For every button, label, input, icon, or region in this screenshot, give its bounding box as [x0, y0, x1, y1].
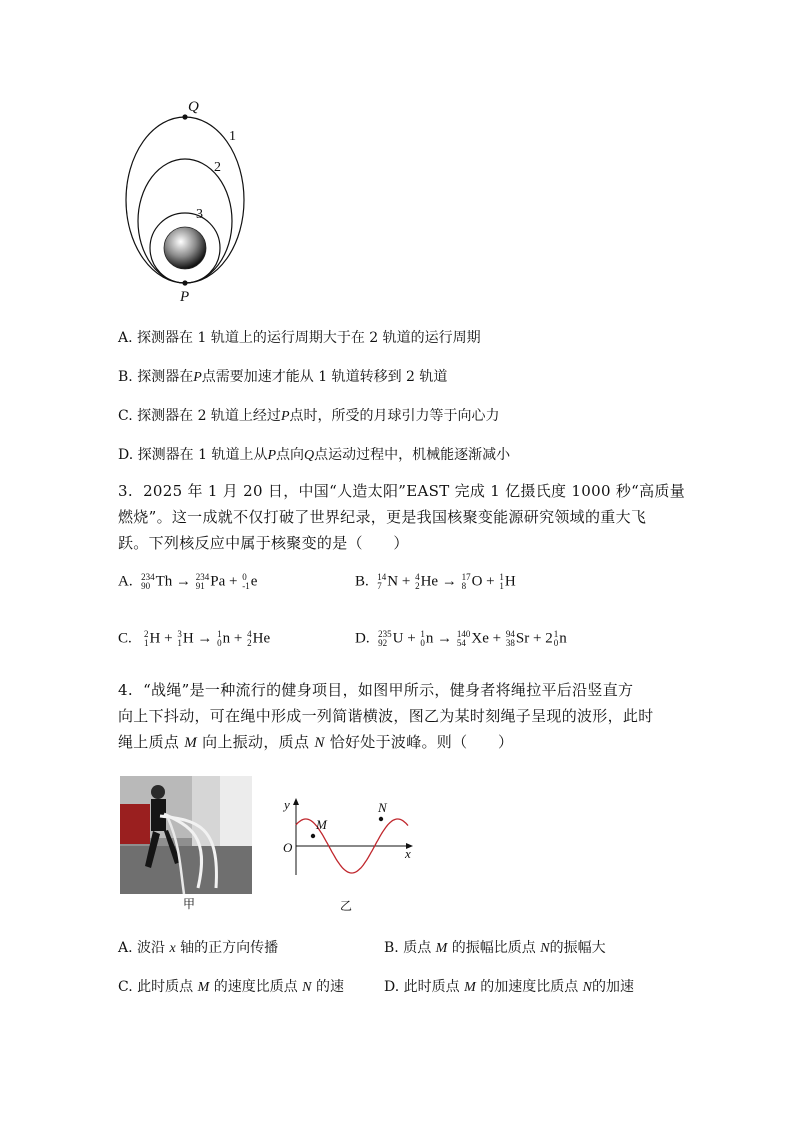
q2-option-c [118, 405, 500, 425]
q3-option-c [118, 630, 270, 648]
y-axis-arrow [293, 798, 299, 805]
nuclide-h: 1 1 [499, 572, 504, 591]
option-prefix: A. [118, 940, 133, 956]
option-text: 点需要加速才能从 1 轨道转移到 2 轨道 [201, 369, 448, 385]
option-text: 探测器在 1 轨道上从 [137, 447, 268, 463]
element-symbol: H [504, 573, 516, 590]
element-symbol: N [387, 573, 399, 590]
point-m-label: M [316, 817, 327, 832]
label-orbit-2: 2 [214, 160, 221, 175]
nuclide-h2: 2 1 [144, 629, 149, 648]
q4-option-a: A. 波沿 x 轴的正方向传播 [118, 940, 279, 956]
q4-line [118, 677, 718, 703]
photo-caption: 甲 [183, 897, 196, 911]
nuclide-th: 234 90 [141, 572, 155, 591]
element-symbol: He [252, 630, 271, 647]
var-p: P [280, 409, 290, 424]
q4-line: 向上下抖动，可在绳中形成一列简谐横波，图乙为某时刻绳子呈现的波形，此时 [118, 707, 654, 725]
option-prefix: B. [384, 940, 399, 956]
option-prefix: C. [118, 630, 132, 647]
orbit-figure [110, 90, 260, 305]
option-text: 探测器在 1 轨道上的运行周期大于在 2 轨道的运行周期 [137, 330, 481, 346]
option-text: 点运动过程中，机械能逐渐减小 [314, 447, 511, 463]
nuclide-he: 4 2 [415, 572, 420, 591]
battle-rope-photo [120, 776, 252, 894]
label-orbit-3: 3 [196, 207, 203, 222]
element-symbol: Pa [210, 573, 226, 590]
q3-option-d [355, 630, 567, 648]
q3-line: 跃。下列核反应中属于核聚变的是（ ） [118, 534, 409, 552]
option-text: 点向 [276, 447, 305, 463]
nuclide-he: 4 2 [247, 629, 252, 648]
nuclide-n: 14 7 [377, 572, 387, 591]
q3-option-b [355, 573, 516, 591]
plus: + [401, 573, 411, 590]
axis-y-label: y [284, 797, 290, 812]
element-symbol: n [425, 630, 434, 647]
var-n: N [582, 980, 593, 995]
label-p: P [180, 289, 190, 305]
element-symbol: H [182, 630, 194, 647]
element-symbol: He [420, 573, 439, 590]
q3-line: 燃烧”。这一成就不仅打破了世界纪录，更是我国核聚变能源研究领域的重大飞 [118, 508, 647, 526]
element-symbol: Sr [515, 630, 530, 647]
nuclide-h3: 3 1 [177, 629, 182, 648]
var-p: P [267, 448, 277, 463]
q3-stem [118, 478, 718, 556]
option-prefix: A. [118, 573, 133, 590]
option-text: 探测器在 2 轨道上经过 [137, 408, 281, 424]
nuclide-n: 1 0 [217, 629, 222, 648]
element-symbol: H [149, 630, 161, 647]
var-m: M [197, 980, 210, 995]
var-n: N [302, 980, 312, 995]
var-x: x [169, 941, 176, 956]
q4-line: 绳上质点 M 向上振动，质点 N 恰好处于波峰。则（ ） [118, 733, 514, 751]
plus: + [486, 573, 495, 590]
option-prefix: C. [118, 979, 133, 995]
wave-caption: 乙 [340, 899, 353, 913]
point-p-dot [182, 280, 187, 285]
var-p: P [193, 370, 202, 385]
arrow: → [441, 573, 457, 590]
nuclide-pa: 234 91 [195, 572, 210, 591]
option-prefix: D. [118, 447, 134, 463]
plus: + [229, 573, 238, 590]
var-m: M [435, 941, 448, 956]
plus: + [407, 630, 416, 647]
element-symbol: n [222, 630, 231, 647]
nuclide-e: 0 -1 [242, 572, 250, 591]
element-symbol: e [250, 573, 258, 590]
arrow: → [197, 630, 213, 647]
option-prefix: D. [384, 979, 400, 995]
element-symbol: U [392, 630, 404, 647]
element-symbol: O [471, 573, 483, 590]
nuclide-u: 235 92 [378, 629, 392, 648]
label-q: Q [188, 99, 199, 115]
question-number: 3. [118, 482, 133, 500]
arrow: → [176, 573, 192, 590]
nuclide-xe: 140 54 [456, 629, 471, 648]
q2-option-d [118, 444, 510, 464]
option-prefix: B. [355, 573, 369, 590]
plus: + [164, 630, 173, 647]
point-m-dot [311, 834, 315, 838]
q4-option-d: D. 此时质点 M 的加速度比质点 N的加速 [384, 979, 635, 995]
arrow: → [437, 630, 453, 647]
q3-line [118, 478, 718, 504]
nuclide-sr: 94 38 [505, 629, 515, 648]
q4-stem [118, 677, 718, 756]
option-prefix: B. [118, 369, 133, 385]
point-n-dot [379, 817, 383, 821]
plus: + [492, 630, 502, 647]
var-n: N [314, 735, 325, 751]
point-q-dot [182, 114, 187, 119]
plus: + [532, 630, 542, 647]
wave-graph [280, 795, 420, 880]
var-m: M [464, 980, 476, 995]
point-n-label: N [378, 800, 387, 815]
nuclide-n: 1 0 [420, 629, 425, 648]
plus: + [233, 630, 243, 647]
var-m: M [184, 735, 198, 751]
q4-text: “战绳”是一种流行的健身项目，如图甲所示，健身者将绳拉平后沿竖直方 [143, 681, 634, 699]
var-q: Q [304, 448, 315, 463]
element-symbol: Xe [471, 630, 489, 647]
q3-option-a [118, 573, 257, 591]
axis-x-label: x [405, 846, 411, 861]
var-n: N [540, 941, 550, 956]
question-number: 4. [118, 681, 133, 699]
option-prefix: D. [355, 630, 370, 647]
q3-text: 2025 年 1 月 20 日，中国“人造太阳”EAST 完成 1 亿摄氏度 1000 秒“高质量 [143, 482, 686, 500]
moon [164, 227, 206, 269]
element-symbol: n [559, 630, 567, 647]
option-prefix: A. [118, 330, 133, 346]
q4-option-c: C. 此时质点 M 的速度比质点 N 的速 [118, 979, 344, 995]
q4-option-b: B. 质点 M 的振幅比质点 N的振幅大 [384, 940, 606, 956]
origin-label: O [283, 840, 293, 855]
q2-option-b [118, 366, 447, 386]
nuclide-n2: 1 0 [553, 629, 559, 648]
nuclide-o: 17 8 [461, 572, 471, 591]
element-symbol: Th [155, 573, 173, 590]
q2-option-a [118, 327, 481, 347]
option-prefix: C. [118, 408, 133, 424]
label-orbit-1: 1 [229, 129, 236, 144]
option-text: 点时，所受的月球引力等于向心力 [289, 408, 500, 424]
coefficient: 2 [545, 630, 553, 647]
option-text: 探测器在 [137, 369, 194, 385]
